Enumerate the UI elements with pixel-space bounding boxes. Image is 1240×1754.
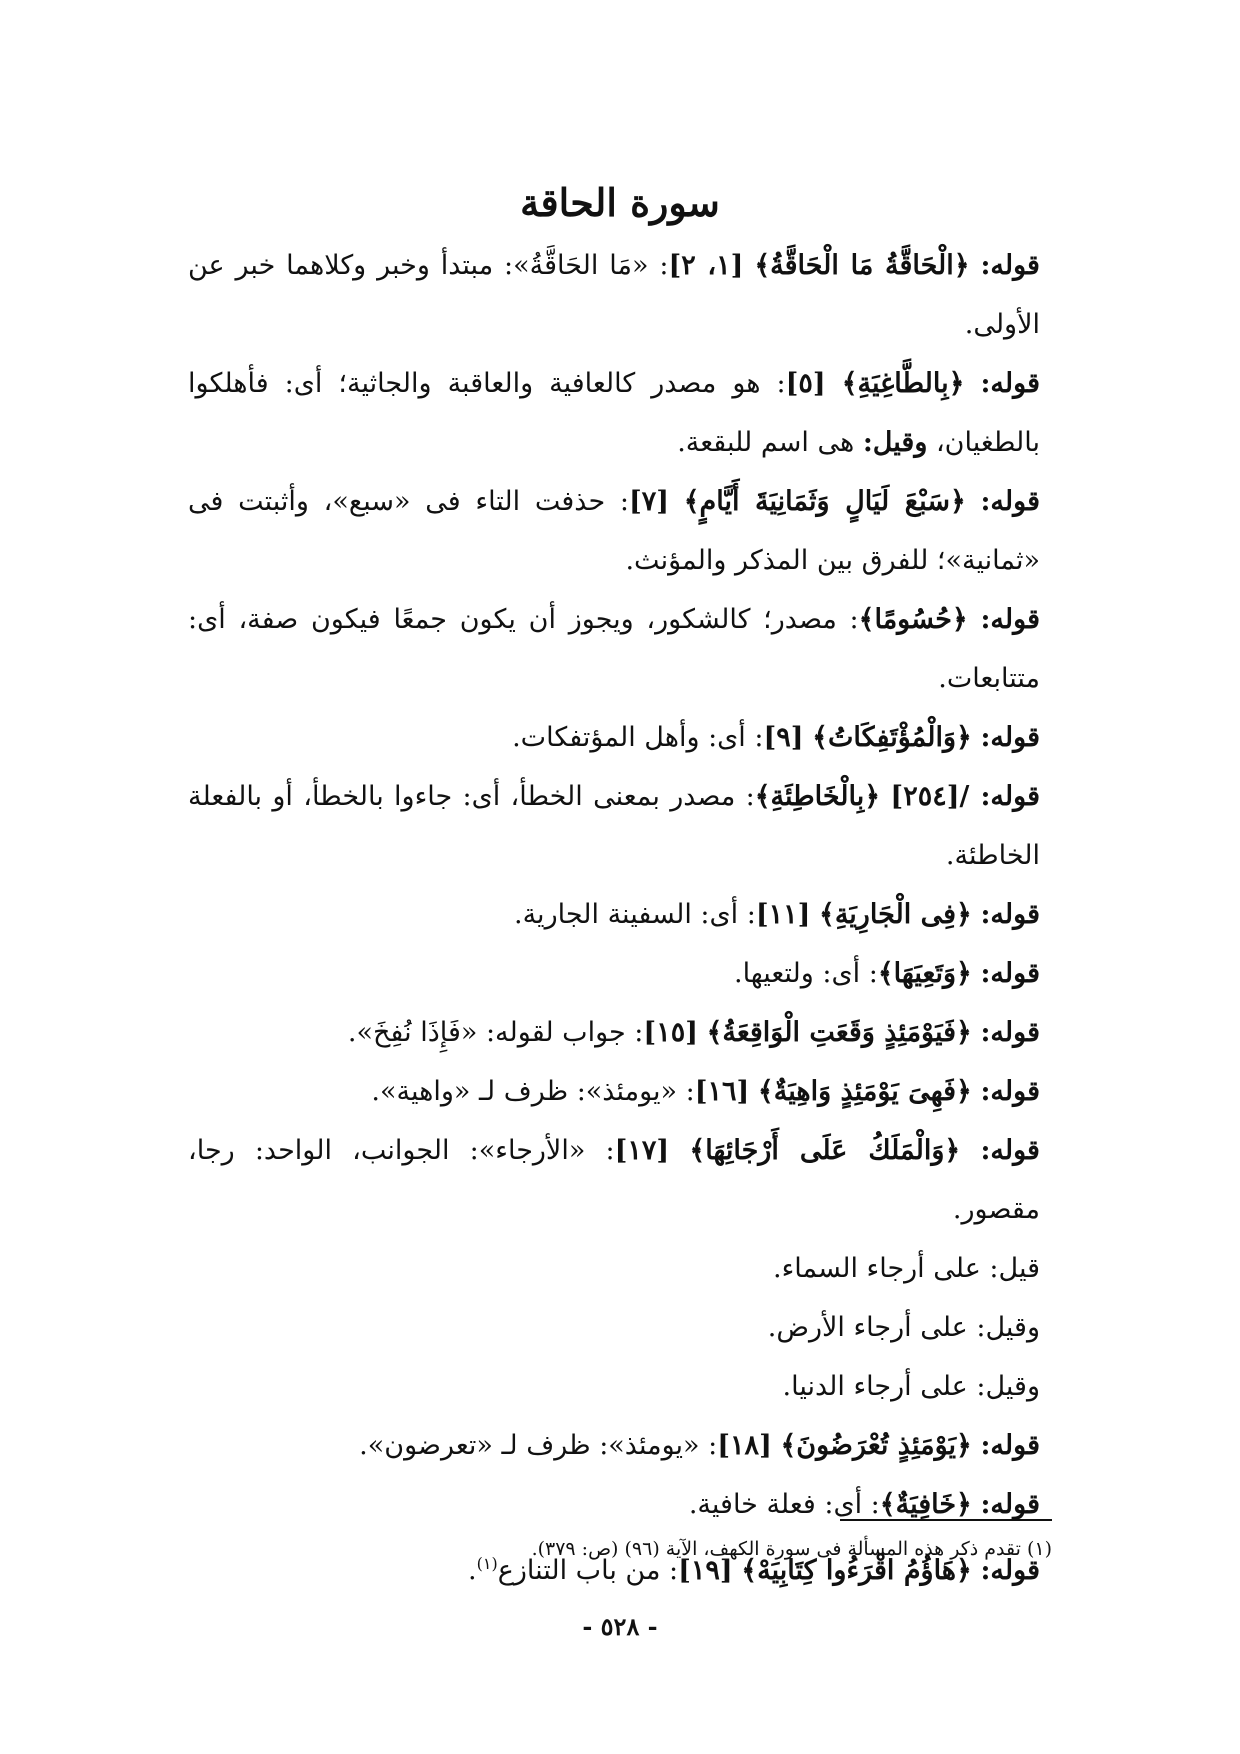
quran-verse: ﴿حُسُومًا﴾	[858, 604, 968, 635]
qawl-label: قوله:	[980, 1555, 1040, 1586]
quran-verse: ﴿بِالطَّاغِيَةِ﴾	[841, 368, 965, 399]
paragraph-p16	[188, 1475, 1040, 1534]
verse-ref: [١١]	[755, 899, 811, 930]
quran-verse: ﴿بِالْخَاطِئَةِ﴾	[754, 781, 881, 812]
qil-label: وقيل:	[862, 427, 928, 458]
commentary-text: : مصدر بمعنى الخطأ، أى: جاءوا بالخطأ، أو بالفعلة الخاطئة.	[188, 781, 1040, 871]
commentary-text-end: .	[468, 1555, 477, 1586]
quran-verse: ﴿يَوْمَئِذٍ تُعْرَضُونَ﴾	[780, 1430, 972, 1461]
qawl-label: قوله:	[980, 1135, 1040, 1166]
paragraph-p5	[188, 708, 1040, 767]
commentary-text: : «يومئذ»: ظرف لـ «واهية».	[371, 1076, 695, 1107]
quran-verse: ﴿وَتَعِيَهَا﴾	[877, 958, 972, 989]
paragraph-p7	[188, 885, 1040, 944]
commentary-text: قيل: على أرجاء السماء.	[773, 1253, 1040, 1284]
paragraph-p10	[188, 1062, 1040, 1121]
footnote: (١) تقدم ذكر هذه المسألة فى سورة الكهف، الآية (٩٦) (ص: ٣٧٩).	[531, 1538, 1052, 1560]
surah-title: سورة الحاقة	[520, 180, 720, 225]
commentary-text: : أى: السفينة الجارية.	[514, 899, 756, 930]
paragraph-p15	[188, 1416, 1040, 1475]
quran-verse: ﴿خَافِيَةٌ﴾	[879, 1489, 972, 1520]
quran-verse: ﴿وَالْمَلَكُ عَلَى أَرْجَائِهَا﴾	[689, 1135, 961, 1166]
commentary-text: : هو مصدر كالعافية والعاقبة والجاثية؛ أى: فأهلكوا بالطغيان،	[188, 368, 1040, 458]
commentary-text: : جواب لقوله: «فَإِذَا نُفِخَ».	[347, 1017, 644, 1048]
paragraph-p6	[188, 767, 1040, 885]
commentary-text: : أى: وأهل المؤتفكات.	[512, 722, 764, 753]
footnote-marker: (١)	[476, 1554, 498, 1573]
qawl-label: قوله:	[980, 368, 1040, 399]
commentary-text: : «الأرجاء»: الجوانب، الواحد: رجا، مقصور.	[188, 1135, 1040, 1225]
qawl-label: قوله:	[980, 1430, 1040, 1461]
paragraph-p8	[188, 944, 1040, 1003]
quran-verse: ﴿هَاؤُمُ اقْرَءُوا كِتَابِيَهْ﴾	[741, 1555, 972, 1586]
commentary-text: وقيل: على أرجاء الدنيا.	[782, 1371, 1040, 1402]
commentary-text: : «مَا الحَاقَّةُ»: مبتدأ وخبر وكلاهما خبر عن الأولى.	[188, 250, 1040, 340]
qawl-label: قوله:	[980, 250, 1040, 281]
quran-verse: ﴿وَالْمُؤْتَفِكَاتُ﴾	[812, 722, 972, 753]
paragraph-p13	[188, 1298, 1040, 1357]
commentary-text-continued: هى اسم للبقعة.	[677, 427, 863, 458]
quran-verse: ﴿الْحَاقَّةُ مَا الْحَاقَّةُ﴾	[754, 250, 970, 281]
quran-verse: ﴿سَبْعَ لَيَالٍ وَثَمَانِيَةَ أَيَّامٍ﴾	[683, 486, 966, 517]
commentary-text: : أى: فعلة خافية.	[688, 1489, 880, 1520]
qawl-label: قوله:	[980, 1076, 1040, 1107]
verse-ref: [١٨]	[717, 1430, 772, 1461]
commentary-text: وقيل: على أرجاء الأرض.	[767, 1312, 1040, 1343]
paragraph-p3	[188, 472, 1040, 590]
paragraph-p1	[188, 236, 1040, 354]
verse-ref: [١٩]	[678, 1555, 733, 1586]
qawl-label: قوله:	[980, 958, 1040, 989]
page-number: - ٥٢٨ -	[582, 1612, 658, 1641]
commentary-text: : من باب التنازع	[497, 1555, 679, 1586]
commentary-body	[188, 236, 1040, 1600]
verse-ref: [٥]	[785, 368, 826, 399]
paragraph-p11	[188, 1121, 1040, 1239]
verse-ref: [٩]	[763, 722, 804, 753]
paragraph-p14	[188, 1357, 1040, 1416]
paragraph-p9	[188, 1003, 1040, 1062]
verse-ref: [١٥]	[643, 1017, 698, 1048]
paragraph-p12	[188, 1239, 1040, 1298]
verse-ref: [٧]	[628, 486, 670, 517]
verse-ref: [١٦]	[694, 1076, 750, 1107]
quran-verse: ﴿فِى الْجَارِيَةِ﴾	[819, 899, 972, 930]
footnote-divider	[840, 1519, 1052, 1521]
qawl-label: قوله:	[980, 486, 1040, 517]
qawl-label: قوله: /[٢٥٤]	[890, 781, 1040, 812]
qawl-label: قوله:	[980, 1017, 1040, 1048]
commentary-text: : حذفت التاء فى «سبع»، وأثبتت فى «ثمانية»؛ للفرق بين المذكر والمؤنث.	[188, 486, 1040, 576]
verse-ref: [١٧]	[614, 1135, 670, 1166]
quran-verse: ﴿فَهِىَ يَوْمَئِذٍ وَاهِيَةٌ﴾	[757, 1076, 972, 1107]
quran-verse: ﴿فَيَوْمَئِذٍ وَقَعَتِ الْوَاقِعَةُ﴾	[706, 1017, 972, 1048]
verse-ref: [١، ٢]	[668, 250, 744, 281]
paragraph-p2	[188, 354, 1040, 472]
paragraph-p4	[188, 590, 1040, 708]
qawl-label: قوله:	[980, 604, 1040, 635]
qawl-label: قوله:	[980, 899, 1040, 930]
commentary-text: : أى: ولتعيها.	[733, 958, 878, 989]
qawl-label: قوله:	[980, 1489, 1040, 1520]
commentary-text: : «يومئذ»: ظرف لـ «تعرضون».	[359, 1430, 718, 1461]
qawl-label: قوله:	[980, 722, 1040, 753]
commentary-text: : مصدر؛ كالشكور، ويجوز أن يكون جمعًا فيكون صفة، أى: متتابعات.	[188, 604, 1040, 694]
